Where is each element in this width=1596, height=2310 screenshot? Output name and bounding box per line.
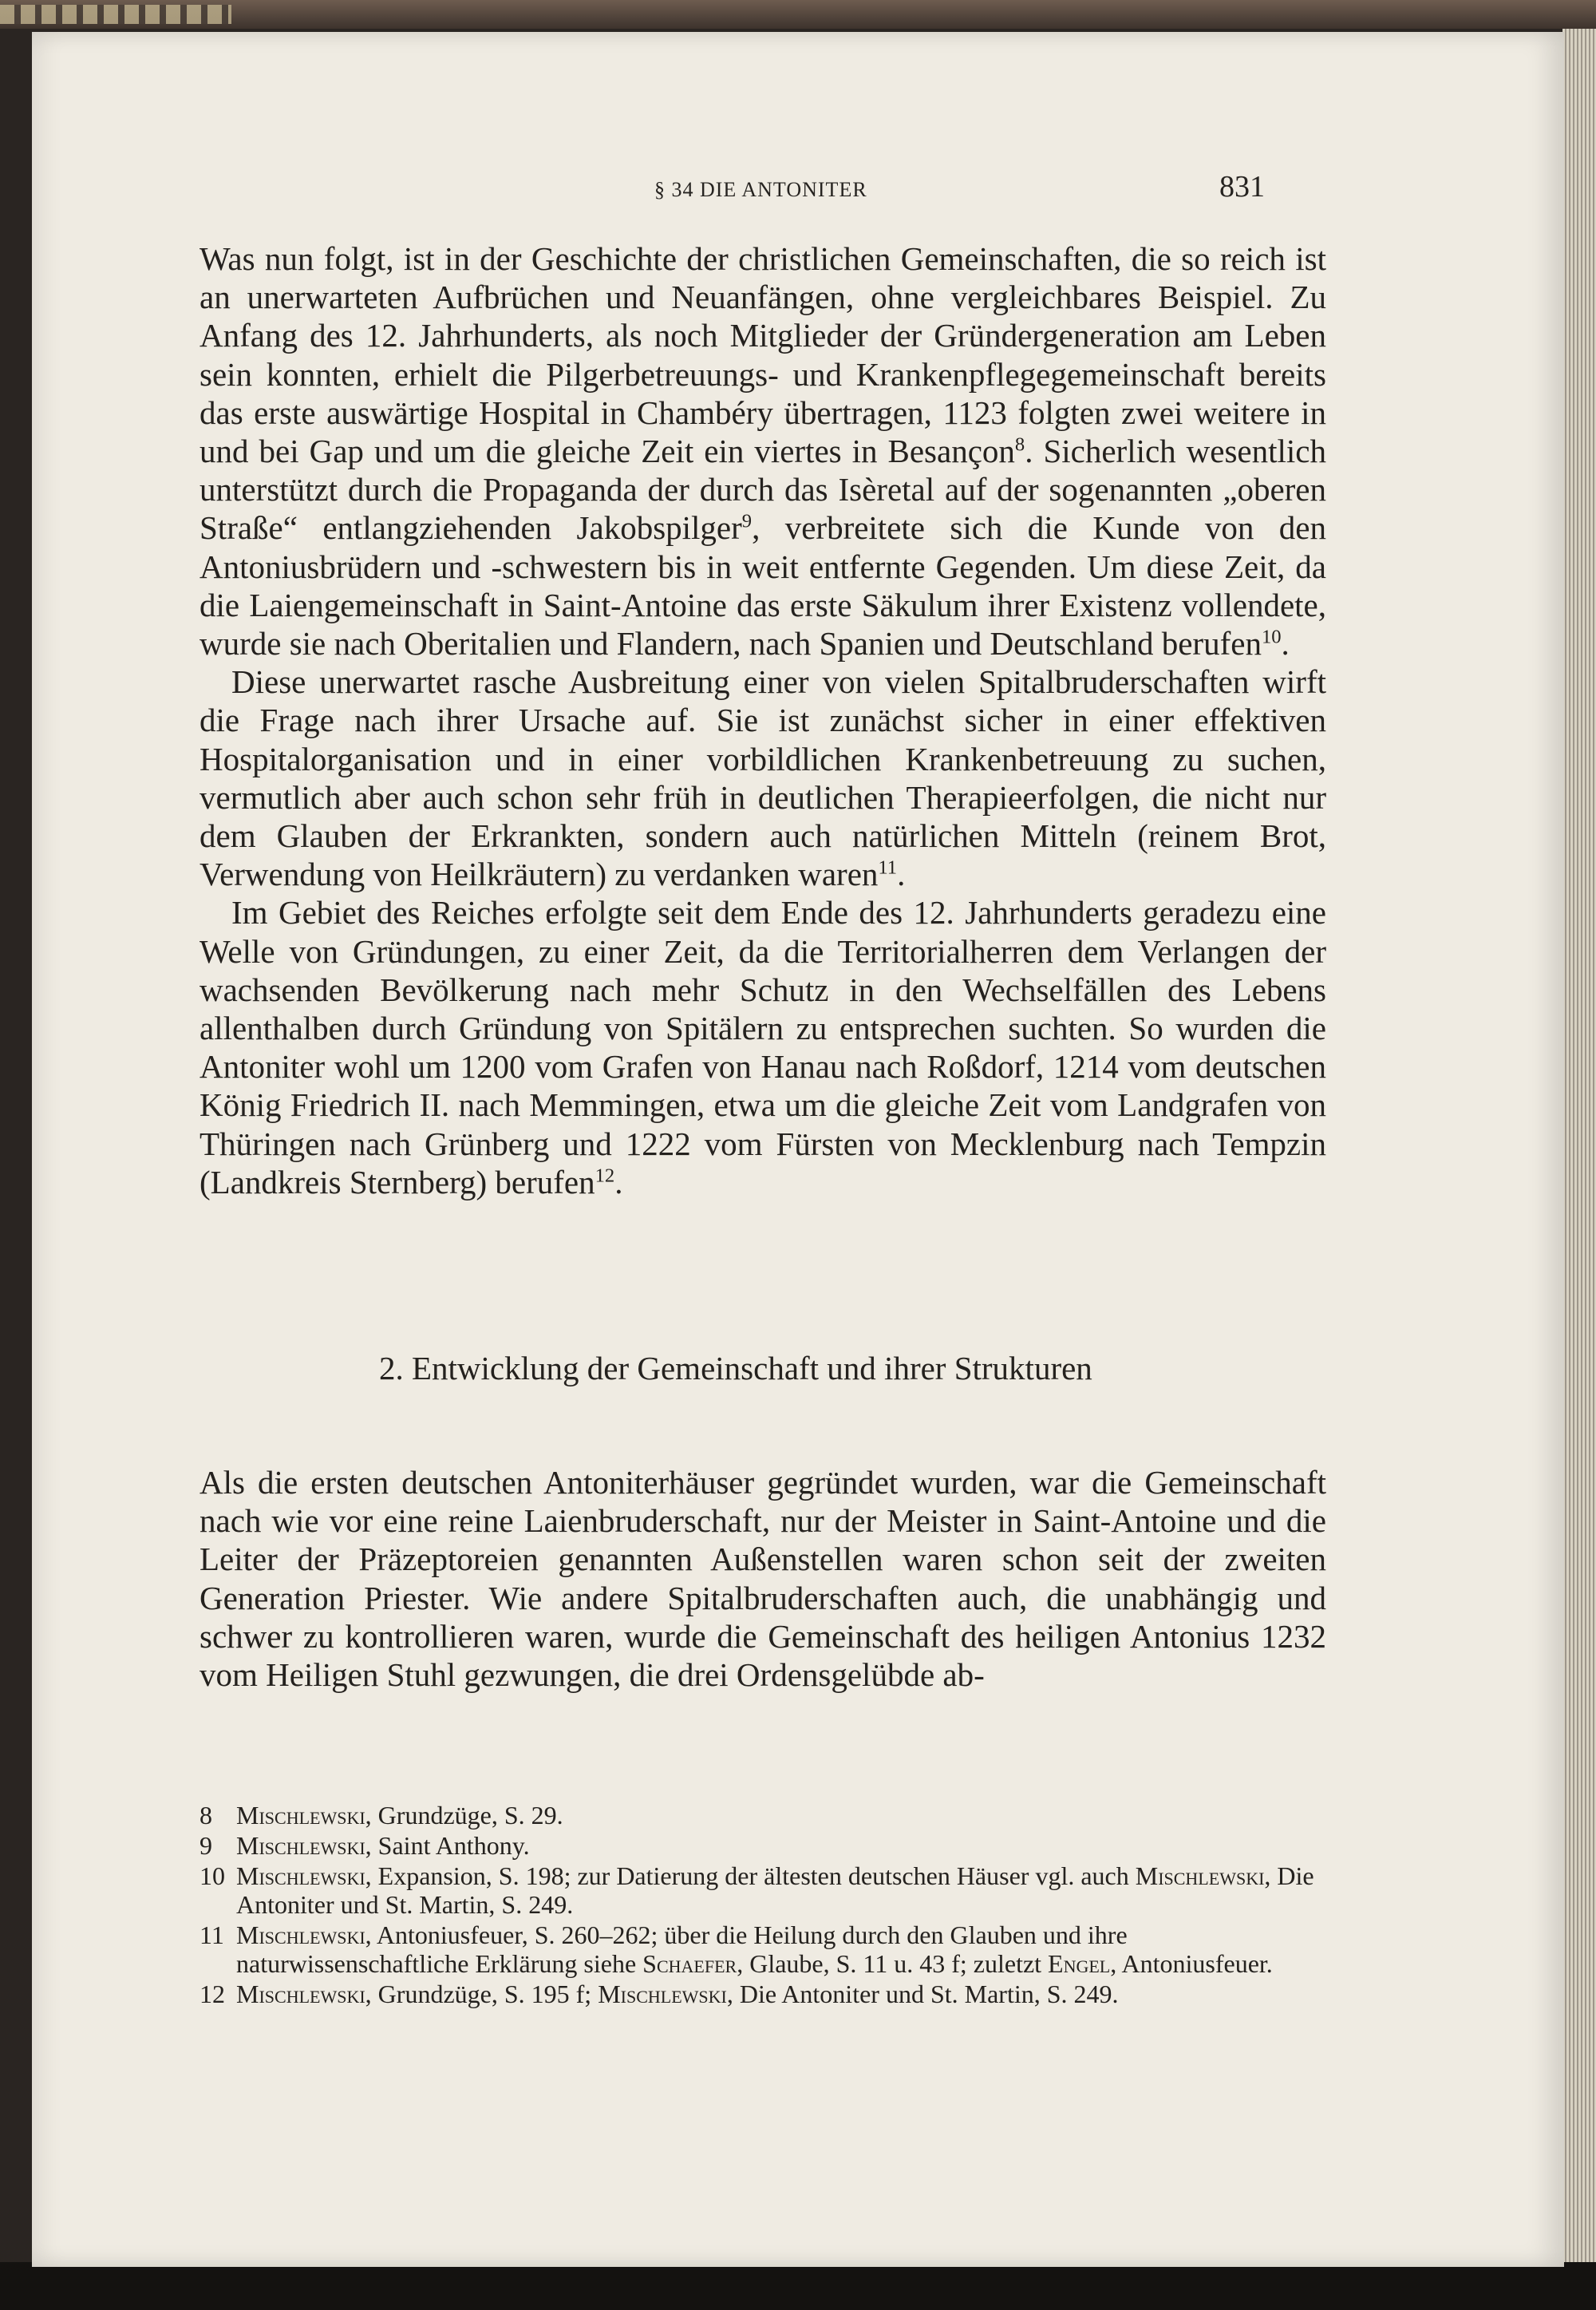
footnote	[200, 1920, 1326, 1978]
footnote-text: Mischlewski, Grundzüge, S. 29.	[236, 1801, 563, 1829]
footnote-number: 12	[200, 1980, 225, 2008]
body-text	[200, 239, 1326, 1201]
paragraph-2: Diese unerwartet rasche Ausbreitung einer von vielen Spitalbruderschaften wirft die Frage nach ihrer Ursache auf. Sie ist zunächst sicher in einer effektiven Hospitalorganisation und in einer vorbildlichen Krankenbetreuung zu suchen, vermutlich aber auch schon sehr früh in deutlichen Therapieerfolgen, die nicht nur dem Glauben der Erkrankten, sondern auch natürlichen Mitteln (reinem Brot, Verwendung von Heilkräutern) zu verdanken waren$^{11}$.	[200, 663, 1326, 893]
footnote-ref: 10	[1261, 626, 1282, 648]
book-binding-top	[0, 0, 1596, 29]
book-page	[32, 32, 1564, 2267]
page-number: 831	[1219, 170, 1265, 204]
author-name: Mischlewski	[236, 1980, 365, 2008]
footnote	[200, 1831, 1326, 1860]
author-name: Engel	[1048, 1949, 1111, 1978]
paragraph-1: Was nun folgt, ist in der Geschichte der christlichen Gemeinschaften, die so reich ist an unerwarteten Aufbrüchen und Neuanfängen, ohne vergleichbares Beispiel. Zu Anfang des 12. Jahrhunderts, als noch Mitglieder der Gründergeneration am Leben sein konnten, erhielt die Pilgerbetreuungs- und Krankenpflegegemeinschaft bereits das erste auswärtige Hospital in Chambéry übertragen, 1123 folgten zwei weitere in und bei Gap und um die gleiche Zeit ein viertes in Besançon$^8$. Sicherlich wesentlich unterstützt durch die Propaganda der durch das Isèretal auf der sogenannten „oberen Straße“ entlangziehenden Jakobspilger$^9$, verbreitete sich die Kunde von den Antoniusbrüdern und -schwestern bis in weit entfernte Gegenden. Um diese Zeit, da die Laiengemeinschaft in Saint-Antoine das erste Säkulum ihrer Existenz vollendete, wurde sie nach Oberitalien und Flandern, nach Spanien und Deutschland berufen$^{10}$.	[200, 240, 1326, 663]
section-paragraph: Als die ersten deutschen Antoniterhäuser gegründet wurden, war die Gemeinschaft nach wie vor eine reine Laienbruderschaft, nur der Meister in Saint-Antoine und die Leiter der Präzeptoreien genannten Außenstellen waren schon seit der zweiten Generation Priester. Wie andere Spitalbruderschaften auch, die unabhängig und schwer zu kontrollieren waren, wurde die Gemeinschaft des heiligen Antonius 1232 vom Heiligen Stuhl gezwungen, die drei Ordensgelübde ab-	[200, 1464, 1326, 1694]
footnotes	[200, 1801, 1326, 2010]
bottom-shadow	[0, 2262, 1596, 2310]
footnote-ref: 12	[595, 1165, 615, 1187]
page-stack-edge	[1562, 29, 1596, 2264]
running-head: § 34 DIE ANTONITER	[654, 178, 867, 201]
author-name: Mischlewski	[236, 1861, 365, 1890]
footnote-text: Mischlewski, Antoniusfeuer, S. 260–262; über die Heilung durch den Glauben und ihre naturwissenschaftliche Erklärung siehe Schaefer, Glaube, S. 11 u. 43 f; zuletzt Engel, Antoniusfeuer.	[236, 1920, 1273, 1978]
author-name: Schaefer	[642, 1949, 737, 1978]
footnote-text: Mischlewski, Saint Anthony.	[236, 1831, 530, 1860]
footnote	[200, 1861, 1326, 1919]
footnote-text: Mischlewski, Grundzüge, S. 195 f; Mischlewski, Die Antoniter und St. Martin, S. 249.	[236, 1980, 1119, 2008]
binding-tabs	[0, 5, 231, 24]
footnote-ref: 8	[1014, 433, 1025, 456]
author-name: Mischlewski	[1135, 1861, 1265, 1890]
footnote-ref: 9	[741, 510, 753, 532]
paragraph-3: Im Gebiet des Reiches erfolgte seit dem Ende des 12. Jahrhunderts geradezu eine Welle von Gründungen, zu einer Zeit, da die Territorialherren dem Verlangen der wachsenden Bevölkerung nach mehr Schutz in den Wechselfällen des Lebens allenthalben durch Gründung von Spitälern zu entsprechen suchten. So wurden die Antoniter wohl um 1200 vom Grafen von Hanau nach Roßdorf, 1214 vom deutschen König Friedrich II. nach Memmingen, etwa um die gleiche Zeit vom Landgrafen von Thüringen nach Grünberg und 1222 vom Fürsten von Mecklenburg nach Tempzin (Landkreis Sternberg) berufen$^{12}$.	[200, 894, 1326, 1200]
footnote-number: 11	[200, 1920, 224, 1949]
footnote-number: 9	[200, 1831, 212, 1860]
author-name: Mischlewski	[236, 1801, 365, 1829]
author-name: Mischlewski	[236, 1920, 365, 1949]
author-name: Mischlewski	[236, 1831, 365, 1860]
footnote-number: 10	[200, 1861, 225, 1890]
footnote-number: 8	[200, 1801, 212, 1829]
footnote-text: Mischlewski, Expansion, S. 198; zur Datierung der ältesten deutschen Häuser vgl. auch Mischlewski, Die Antoniter und St. Martin, S. 249.	[236, 1861, 1314, 1919]
section-heading: 2. Entwicklung der Gemeinschaft und ihrer Strukturen	[379, 1350, 1092, 1386]
footnote-ref: 11	[878, 856, 898, 879]
author-name: Mischlewski	[598, 1980, 727, 2008]
footnote	[200, 1801, 1326, 1829]
footnote	[200, 1980, 1326, 2008]
